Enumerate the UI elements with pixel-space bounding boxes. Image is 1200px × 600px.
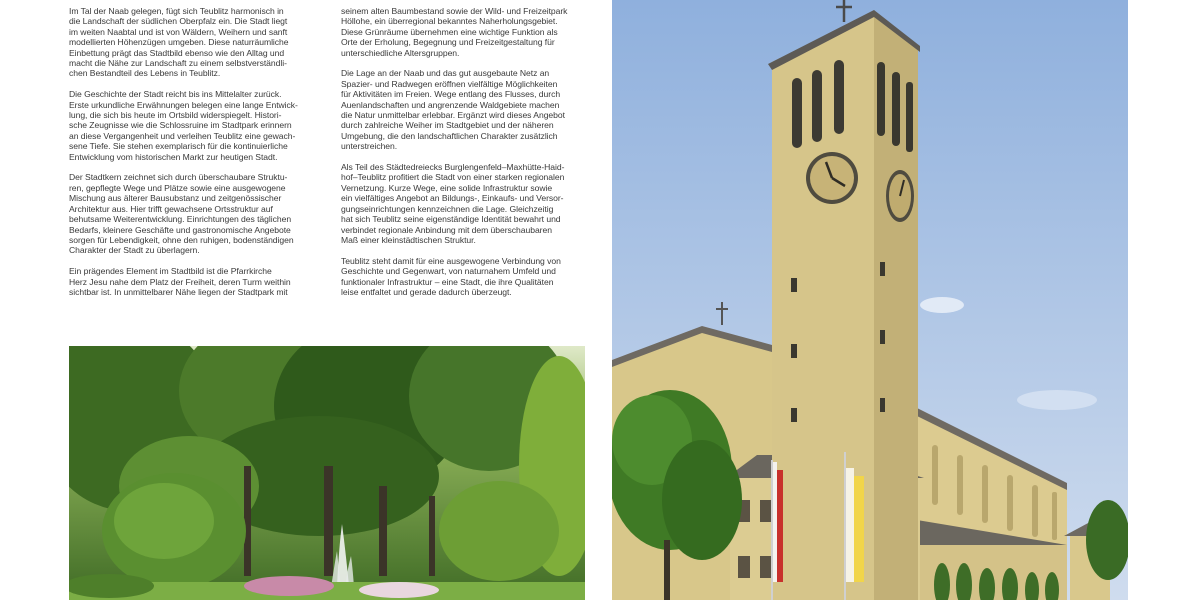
text-column-right bbox=[341, 6, 589, 308]
paragraph-church-intro: Ein prägendes Element im Stadtbild ist die Pfarrkirche Herz Jesu nahe dem Platz der Freiheit, deren Turm weithin sichtbar ist. In unmittelbarer Nähe liegen der Stadtpark mit bbox=[69, 266, 291, 297]
paragraph-town-center: Der Stadtkern zeichnet sich durch überschaubare Struktu- ren, gepflegte Wege und Plätze sowie eine ausgewogene Mischung aus älterer Bausubstanz und zeitgenössischer Architektur aus. Hier trifft gewachsene Ortsstruktur auf behutsame Weiterentwicklung. Einrichtungen des täglichen Bedarfs, kleinere Geschäfte und gastronomische Angebote sorgen für Lebendigkeit, ohne den ruhigen, bodenständigen Charakter der Stadt zu überlagern. bbox=[69, 172, 294, 256]
flower-bed bbox=[244, 576, 334, 596]
paragraph-conclusion: Teublitz steht damit für eine ausgewogene Verbindung von Geschichte und Gegenwart, von naturnahem Umfeld und funktionaler Infrastruktur – eine Stadt, die ihre Qualitäten leise entfaltet und gerade dadurch überzeugt. bbox=[341, 255, 561, 297]
text-column-left bbox=[69, 6, 321, 308]
paragraph-outdoor: Die Lage an der Naab und das gut ausgebaute Netz an Spazier- und Radwegen eröffnen vielfältige Möglichkeiten für Aktivitäten im Freien. Wege entlang des Flusses, durch Auenlandschaften und angrenzende Waldgebiete machen die Natur unmittelbar erlebbar. Ergänzt wird dieses Angebot durch zahlreiche Weiher im Stadtgebiet und der näheren Umgebung, die den landschaftlichen Charakter zusätzlich unterstreichen. bbox=[341, 68, 565, 152]
paragraph-landscape: Im Tal der Naab gelegen, fügt sich Teublitz harmonisch in die Landschaft der südlichen Oberpfalz ein. Die Stadt liegt im weiten Naabtal und ist von Wäldern, Weihern und sanft modellierten Höhenzügen umgeben. Diese naturräumliche Einbettung prägt das Stadtbild ebenso wie den Alltag und macht die Nähe zur Landschaft zu einem selbstverständli- chen Bestandteil des Lebens in Teublitz. bbox=[69, 6, 289, 79]
flag-red-white bbox=[772, 460, 783, 600]
paragraph-region: Als Teil des Städtedreiecks Burglengenfeld–Maxhütte-Haid- hof–Teublitz profitiert die Stadt von einer starken regionalen Vernetzung. Kurze Wege, eine solide Infrastruktur sowie ein vielfältiges Angebot an Bildungs-, Einkaufs- und Versor- gungseinrichtungen kennzeichnen die Lage. Gleichzeitig hat sich Teublitz seine eigenständige Identität bewahrt und verbindet regionale Anbindung mit dem überschaubaren Maß einer kleinstädtischen Struktur. bbox=[341, 162, 565, 245]
park-photo bbox=[69, 346, 585, 600]
clock-side bbox=[886, 170, 914, 222]
bush-right bbox=[439, 481, 559, 581]
paragraph-history: Die Geschichte der Stadt reicht bis ins Mittelalter zurück. Erste urkundliche Erwähnungen belegen eine lange Entwick- lung, die sich bis heute im Ortsbild widerspiegelt. Histori- sche Zeugnisse wie die Schlossruine im Stadtpark erinnern an diese Vergangenheit und verleihen Teublitz eine gewach- sene Tiefe. Sie stehen exemplarisch für die kontinuierliche Entwicklung vom historischen Markt zur heutigen Stadt. bbox=[69, 89, 298, 162]
park-illustration bbox=[69, 346, 585, 600]
church-photo bbox=[612, 0, 1128, 600]
clock-front bbox=[806, 152, 858, 204]
church-illustration bbox=[612, 0, 1128, 600]
paragraph-green-spaces: seinem alten Baumbestand sowie der Wild- und Freizeitpark Höllohe, ein überregional bekanntes Naherholungsgebiet. Diese Grünräume übernehmen eine wichtige Funktion als Orte der Erholung, Begegnung und Freizeitgestaltung für unterschiedliche Altersgruppen. bbox=[341, 6, 568, 58]
